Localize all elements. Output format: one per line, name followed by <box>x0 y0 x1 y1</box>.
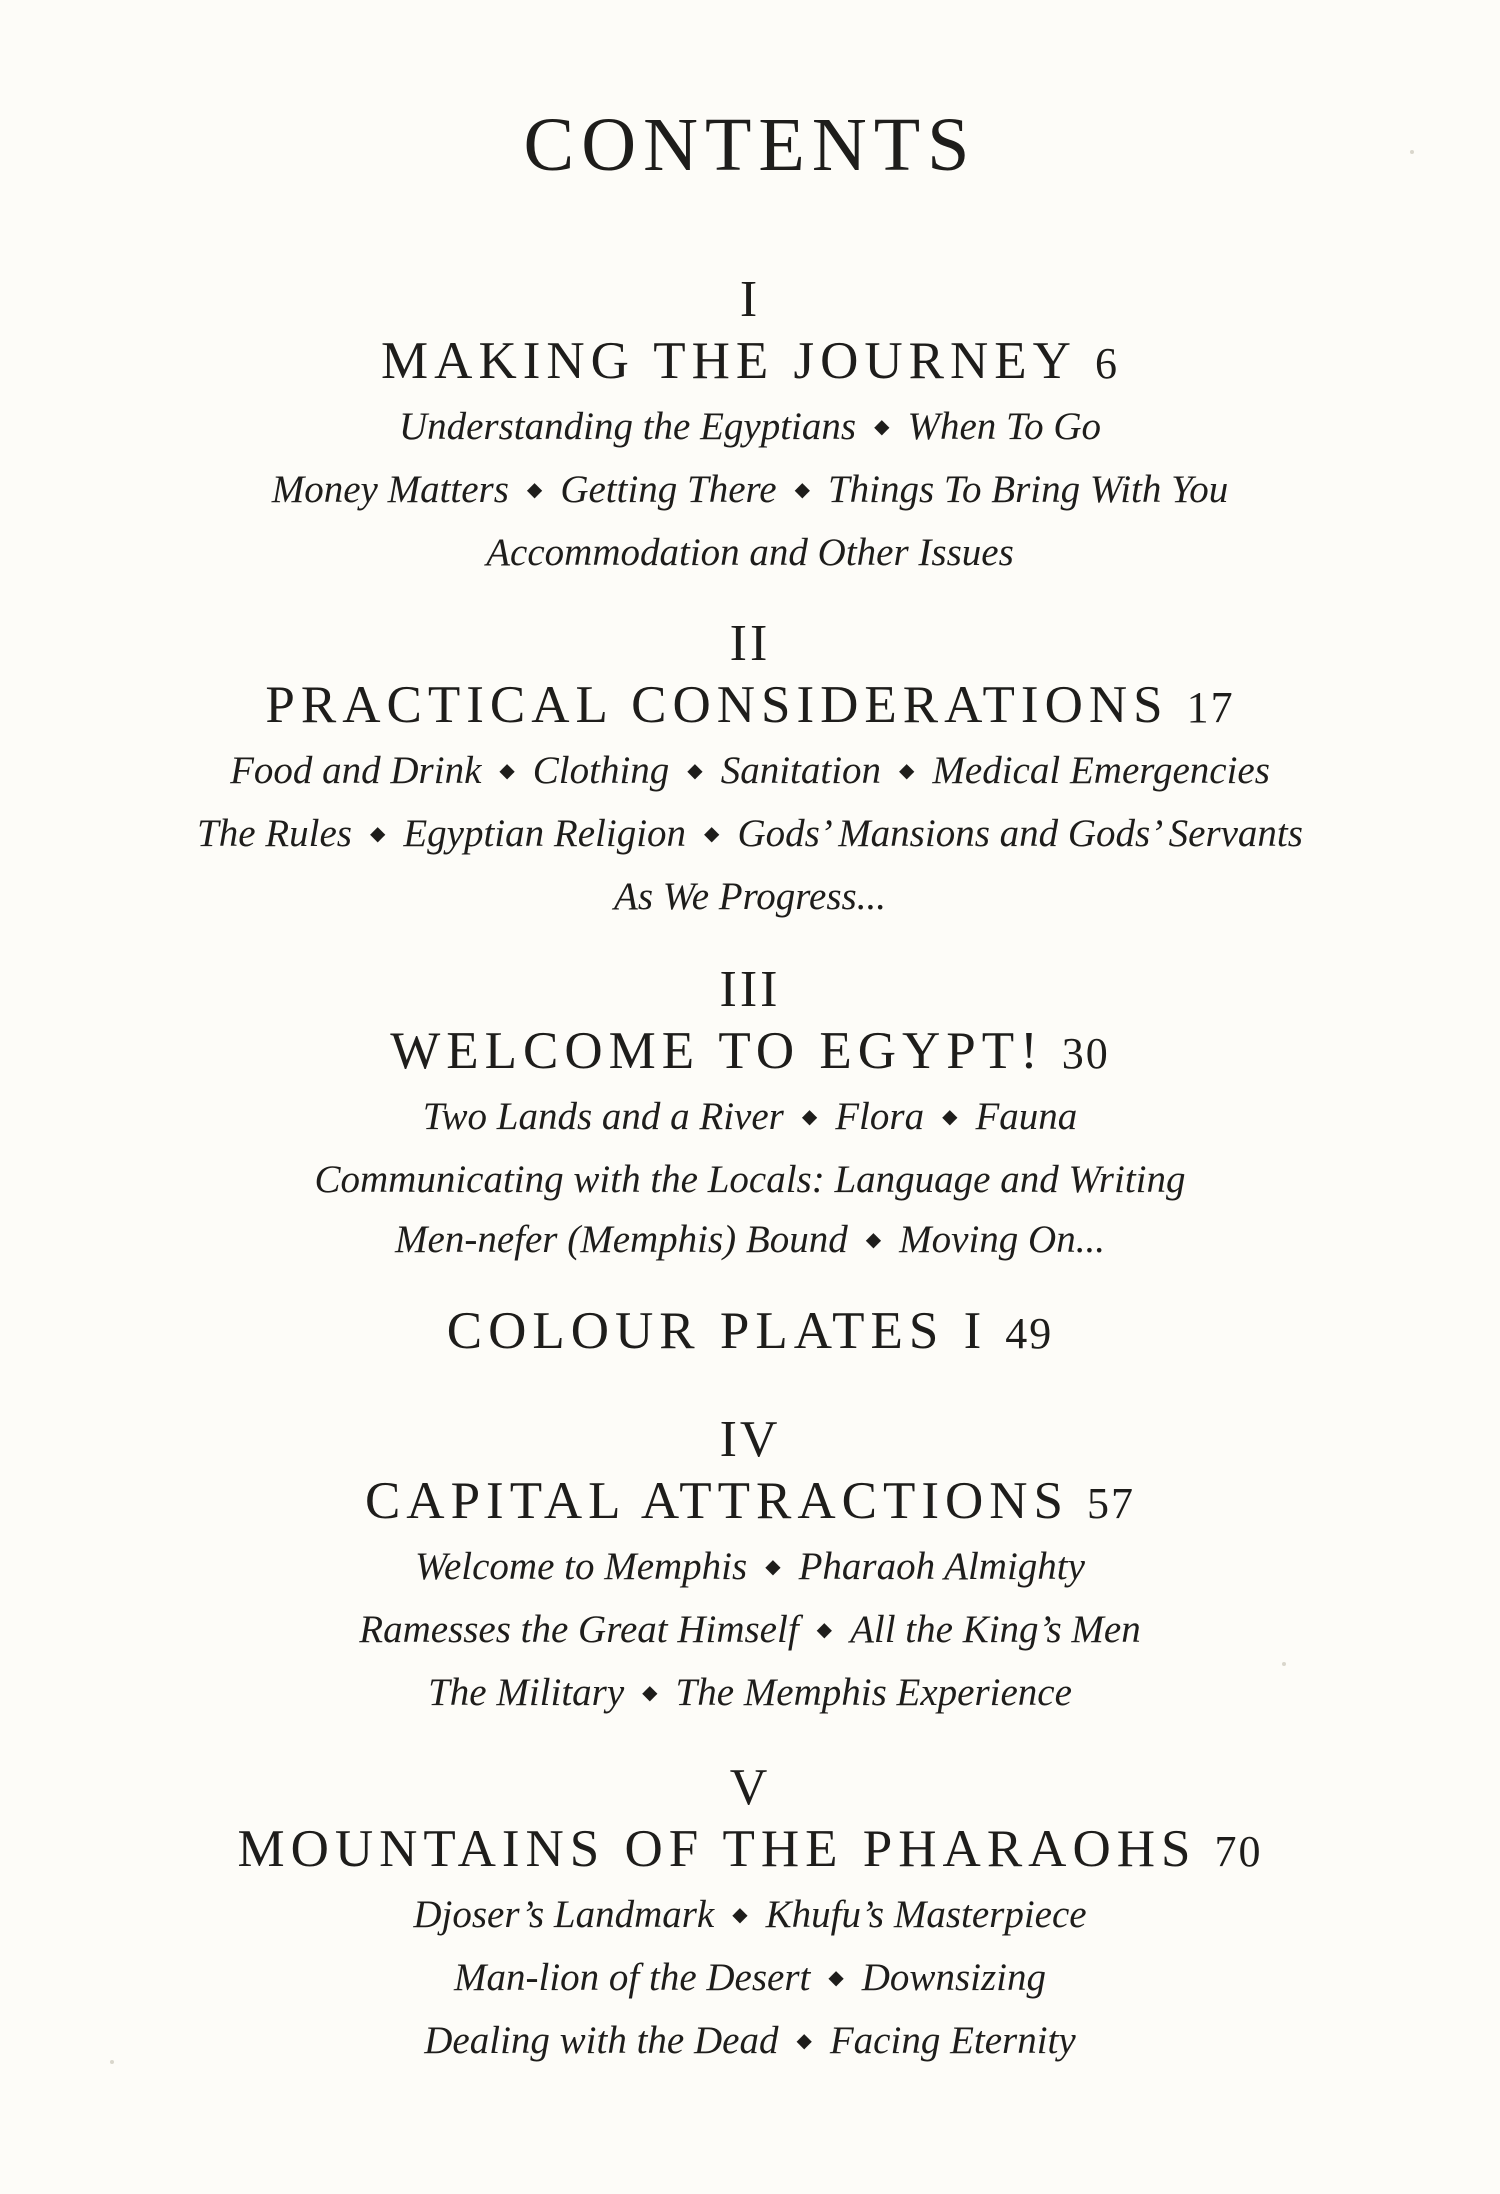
subtopic: Food and Drink <box>230 749 482 792</box>
subtopic: Getting There <box>560 468 777 512</box>
section-heading <box>0 1468 1500 1537</box>
subtopic: Money Matters <box>271 468 509 512</box>
section-heading <box>0 1298 1500 1367</box>
subtopic-line <box>0 460 1500 523</box>
toc-section <box>0 616 1500 927</box>
toc-section <box>0 1298 1500 1367</box>
subtopic: Downsizing <box>861 1956 1046 2000</box>
section-page-number: 49 <box>1005 1309 1054 1358</box>
subtopic: Understanding the Egyptians <box>398 405 857 448</box>
section-page-number: 6 <box>1094 339 1119 388</box>
section-page-number: 17 <box>1186 683 1235 732</box>
subtopic: Ramesses the Great Himself <box>359 1608 799 1652</box>
section-heading <box>0 672 1500 741</box>
subtopic: Things To Bring With You <box>827 468 1229 512</box>
section-title: MAKING THE JOURNEY <box>381 332 1077 390</box>
subtopic: Fauna <box>975 1095 1078 1138</box>
subtopic: Moving On... <box>899 1218 1105 1262</box>
subtopic-line <box>0 867 1500 927</box>
subtopic: Flora <box>835 1095 925 1138</box>
section-title: MOUNTAINS OF THE PHARAOHS <box>237 1820 1197 1878</box>
subtopic: Pharaoh Almighty <box>798 1545 1085 1588</box>
subtopic: Accommodation and Other Issues <box>486 531 1014 575</box>
subtopic-line <box>0 1600 1500 1663</box>
page-title: CONTENTS <box>523 103 977 187</box>
section-numeral: V <box>729 1759 771 1816</box>
subtopic-line <box>0 1885 1500 1948</box>
section-numeral: IV <box>719 1411 781 1468</box>
diamond-separator-icon: ◆ <box>801 1106 818 1129</box>
subtopic-line <box>0 1210 1500 1273</box>
subtopic: As We Progress... <box>614 875 886 919</box>
subtopic: Communicating with the Locals: Language and Writing <box>314 1158 1186 1202</box>
diamond-separator-icon: ◆ <box>704 823 720 846</box>
section-numeral: II <box>729 615 771 672</box>
subtopic: Djoser’s Landmark <box>413 1893 715 1936</box>
subtopic-line <box>0 1663 1500 1726</box>
diamond-separator-icon: ◆ <box>796 2030 812 2053</box>
section-title: CAPITAL ATTRACTIONS <box>364 1472 1070 1530</box>
diamond-separator-icon: ◆ <box>942 1106 958 1129</box>
subtopic: Khufu’s Masterpiece <box>765 1893 1087 1936</box>
section-title: COLOUR PLATES I <box>446 1302 988 1360</box>
section-page-number: 30 <box>1061 1029 1110 1078</box>
section-numeral: I <box>739 271 761 328</box>
toc-section <box>0 1412 1500 1726</box>
subtopic-line <box>0 397 1500 460</box>
subtopic-line <box>0 1948 1500 2011</box>
toc-section <box>0 1760 1500 2074</box>
section-heading <box>0 1816 1500 1885</box>
section-numeral: III <box>719 961 781 1018</box>
subtopic: The Rules <box>197 812 352 856</box>
diamond-separator-icon: ◆ <box>732 1904 748 1927</box>
section-heading <box>0 328 1500 397</box>
diamond-separator-icon: ◆ <box>526 479 543 502</box>
subtopic-line <box>0 2011 1500 2074</box>
subtopic: Two Lands and a River <box>422 1095 784 1138</box>
diamond-separator-icon: ◆ <box>828 1967 844 1990</box>
subtopic-line <box>0 1150 1500 1210</box>
section-page-number: 70 <box>1214 1827 1263 1876</box>
section-title: PRACTICAL CONSIDERATIONS <box>265 676 1169 734</box>
section-title: WELCOME TO EGYPT! <box>390 1022 1044 1080</box>
subtopic: Welcome to Memphis <box>415 1545 748 1588</box>
diamond-separator-icon: ◆ <box>499 760 515 783</box>
subtopic-line <box>0 523 1500 583</box>
subtopic: Facing Eternity <box>829 2019 1076 2063</box>
subtopic: Sanitation <box>720 749 882 792</box>
subtopic-line <box>0 804 1500 867</box>
toc-section <box>0 272 1500 583</box>
toc-section <box>0 962 1500 1273</box>
diamond-separator-icon: ◆ <box>865 1229 882 1252</box>
diamond-separator-icon: ◆ <box>899 760 915 783</box>
diamond-separator-icon: ◆ <box>642 1682 658 1705</box>
subtopic-line <box>0 1087 1500 1150</box>
diamond-separator-icon: ◆ <box>794 479 810 502</box>
subtopic: Dealing with the Dead <box>424 2019 779 2063</box>
diamond-separator-icon: ◆ <box>765 1556 781 1579</box>
section-page-number: 57 <box>1087 1479 1136 1528</box>
subtopic: When To Go <box>907 405 1102 448</box>
subtopic: The Military <box>428 1671 625 1715</box>
subtopic: All the King’s Men <box>850 1608 1141 1652</box>
diamond-separator-icon: ◆ <box>687 760 703 783</box>
subtopic: Men-nefer (Memphis) Bound <box>395 1218 848 1262</box>
diamond-separator-icon: ◆ <box>816 1619 833 1642</box>
diamond-separator-icon: ◆ <box>369 823 386 846</box>
section-heading <box>0 1018 1500 1087</box>
subtopic: Egyptian Religion <box>403 812 687 856</box>
subtopic: The Memphis Experience <box>675 1671 1072 1715</box>
paper-speck <box>1410 150 1414 154</box>
diamond-separator-icon: ◆ <box>874 416 890 439</box>
subtopic-line <box>0 1537 1500 1600</box>
subtopic: Man-lion of the Desert <box>454 1956 811 2000</box>
subtopic: Gods’ Mansions and Gods’ Servants <box>737 812 1303 856</box>
subtopic: Clothing <box>532 749 670 792</box>
subtopic-line <box>0 741 1500 804</box>
subtopic: Medical Emergencies <box>932 749 1270 792</box>
